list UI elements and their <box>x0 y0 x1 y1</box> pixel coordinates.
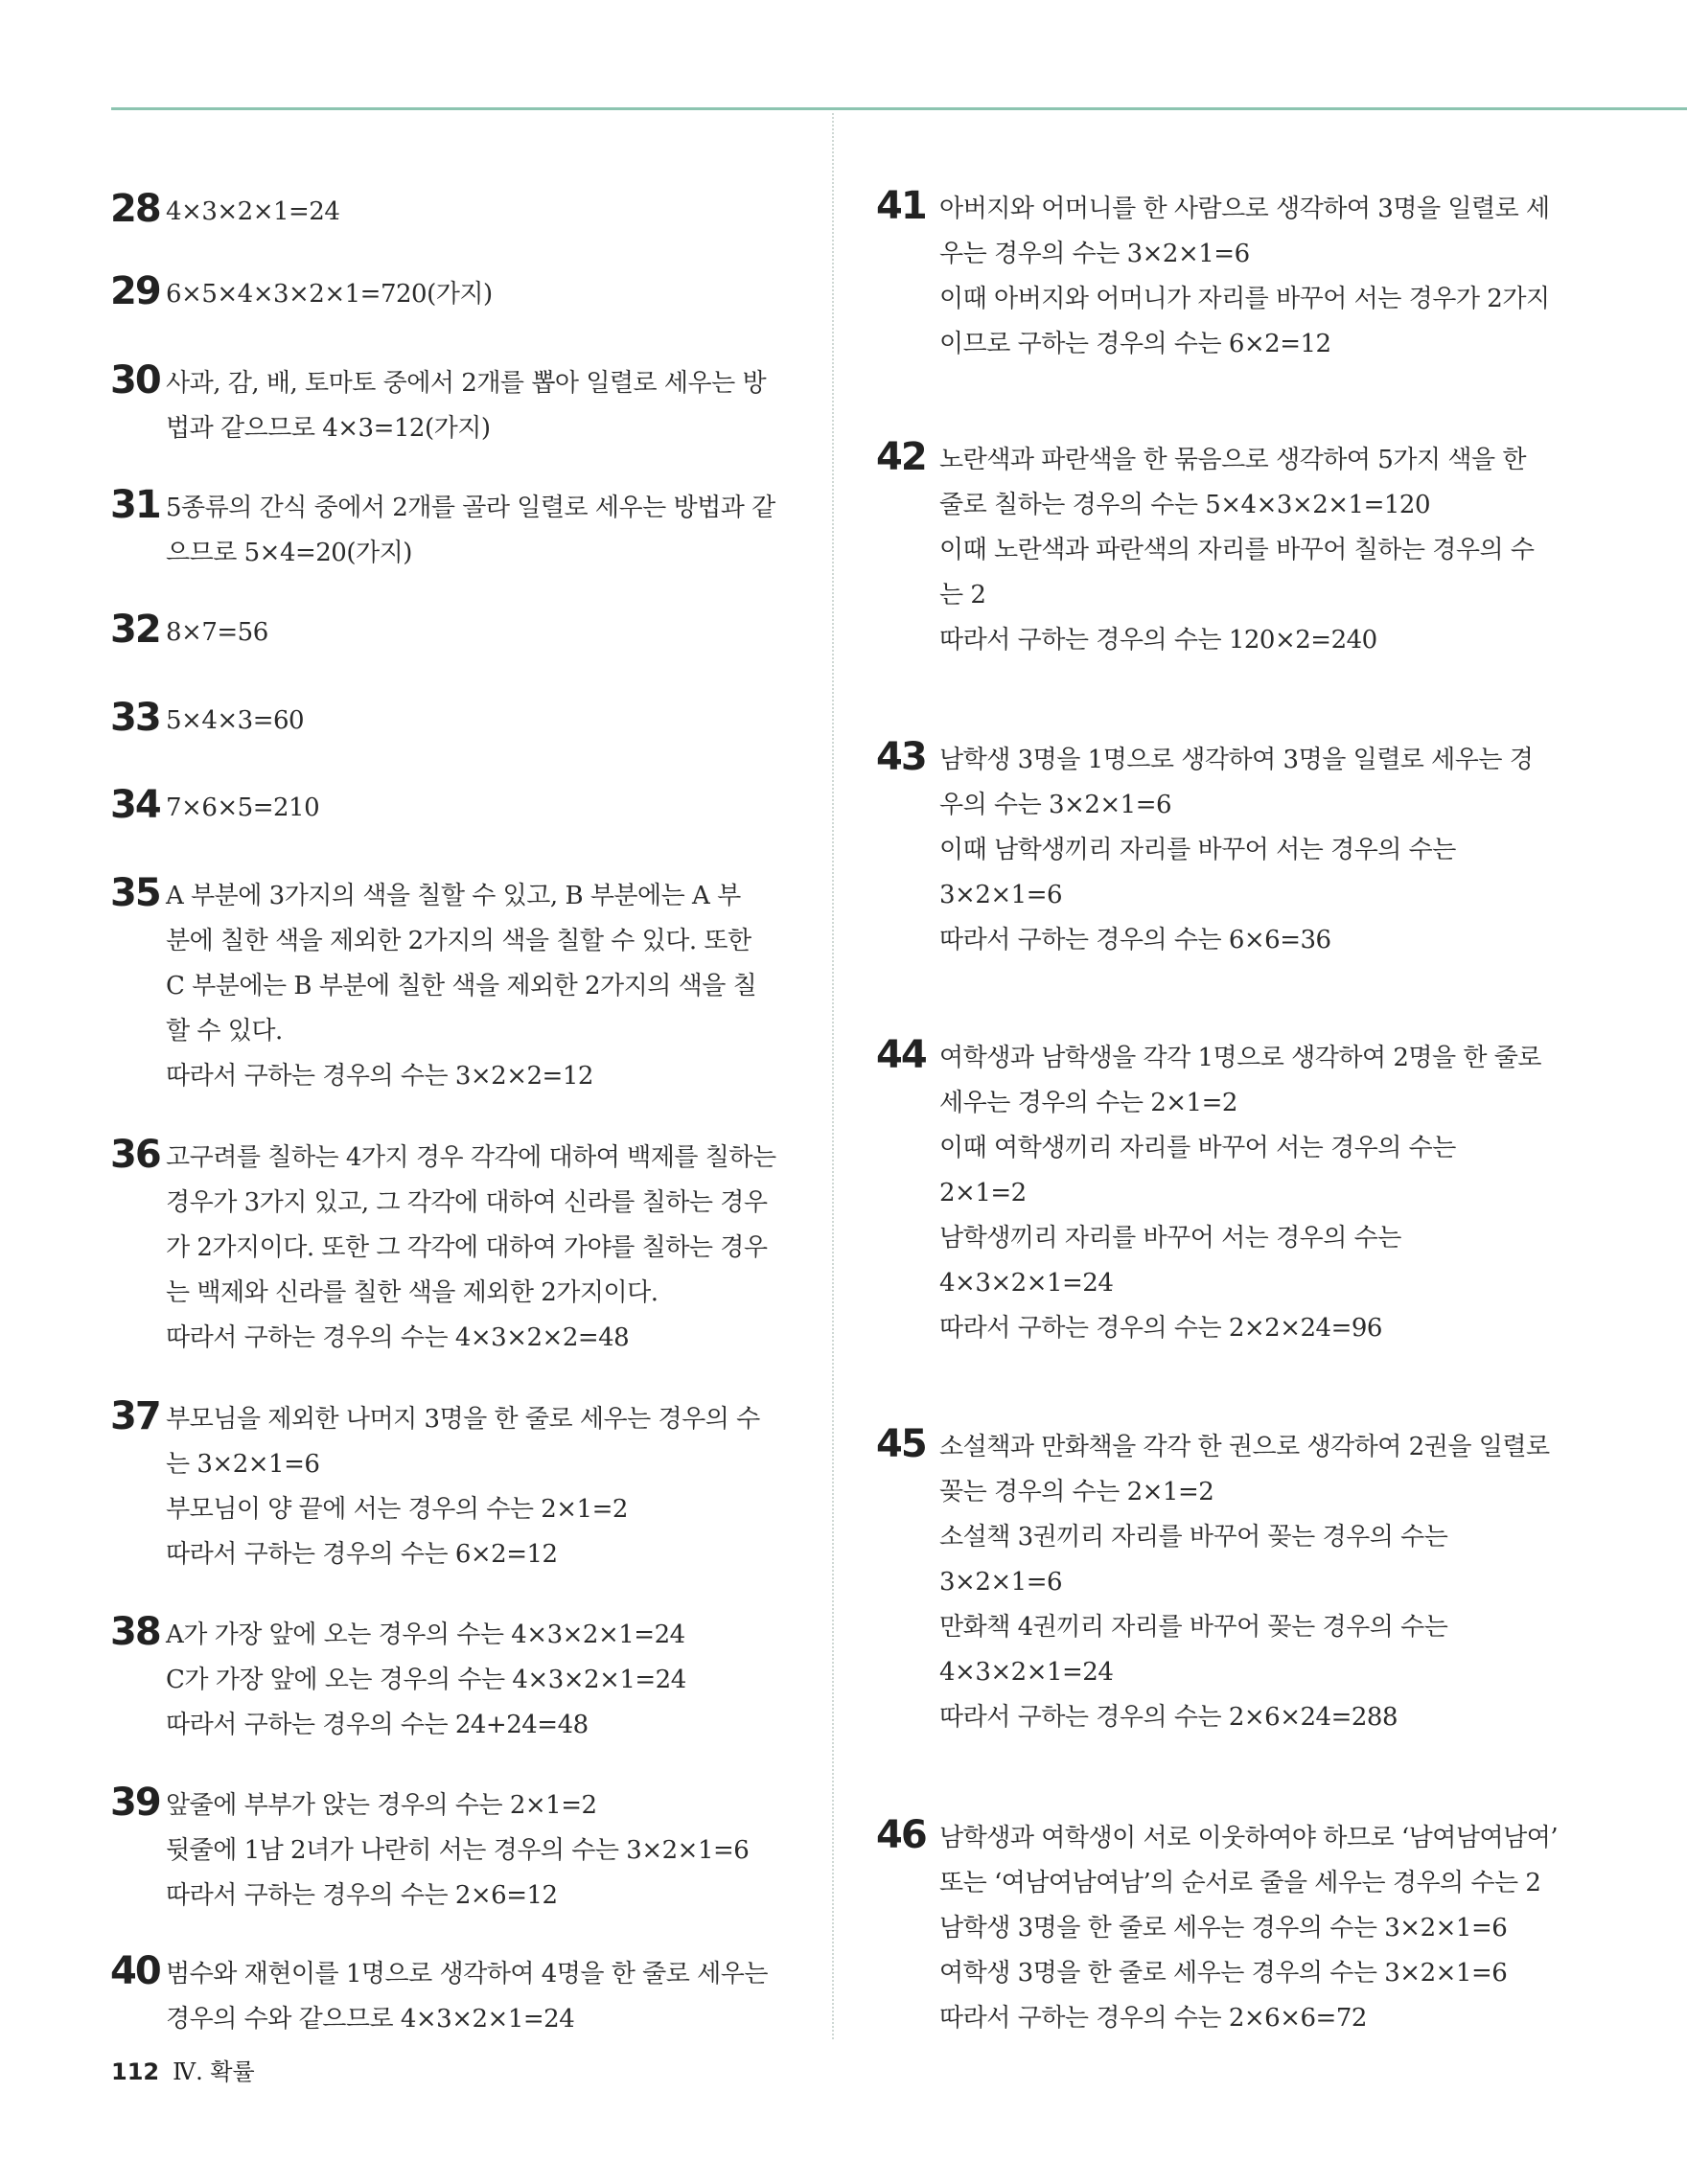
section-title: Ⅳ. 확률 <box>173 2058 255 2085</box>
solution-line: 부모님을 제외한 나머지 3명을 한 줄로 세우는 경우의 수 <box>166 1405 760 1434</box>
solution-line: 여학생과 남학생을 각각 1명으로 생각하여 2명을 한 줄로 <box>939 1044 1541 1072</box>
solution-line: C가 가장 앞에 오는 경우의 수는 4×3×2×1=24 <box>166 1666 686 1694</box>
problem-solution <box>166 1613 796 1748</box>
solution-line: 뒷줄에 1남 2녀가 나란히 서는 경우의 수는 3×2×1=6 <box>166 1836 750 1865</box>
solution-line: 아버지와 어머니를 한 사람으로 생각하여 3명을 일렬로 세 <box>939 195 1550 223</box>
problem-solution <box>166 361 796 451</box>
solution-line: 5종류의 간식 중에서 2개를 골라 일렬로 세우는 방법과 같 <box>166 494 775 522</box>
solution-line: 따라서 구하는 경우의 수는 6×2=12 <box>166 1540 558 1569</box>
problem-solution <box>166 786 796 831</box>
problem-solution <box>166 190 796 235</box>
problem-solution <box>166 486 796 576</box>
problem-46 <box>876 1813 1566 2041</box>
solution-line: 이므로 구하는 경우의 수는 6×2=12 <box>939 330 1331 358</box>
problem-39 <box>110 1783 796 1919</box>
solution-line: 이때 노란색과 파란색의 자리를 바꾸어 칠하는 경우의 수 <box>939 536 1535 564</box>
solution-line: 부모님이 양 끝에 서는 경우의 수는 2×1=2 <box>166 1495 628 1524</box>
problem-33 <box>110 696 796 744</box>
problem-number: 35 <box>110 871 160 915</box>
problem-number: 39 <box>110 1781 160 1825</box>
solution-line: 4×3×2×1=24 <box>166 197 340 226</box>
solution-line: 범수와 재현이를 1명으로 생각하여 4명을 한 줄로 세우는 <box>166 1960 768 1989</box>
solution-line: 여학생 3명을 한 줄로 세우는 경우의 수는 3×2×1=6 <box>939 1959 1508 1988</box>
problem-solution <box>939 187 1566 367</box>
problem-36 <box>110 1133 796 1361</box>
solution-line: 6×5×4×3×2×1=720(가지) <box>166 280 493 309</box>
problem-solution <box>939 438 1566 663</box>
solution-line: 세우는 경우의 수는 2×1=2 <box>939 1089 1237 1117</box>
solution-line: 경우의 수와 같으므로 4×3×2×1=24 <box>166 2005 575 2034</box>
solution-line: 4×3×2×1=24 <box>939 1269 1114 1298</box>
problem-42 <box>876 435 1566 663</box>
solution-line: 소설책과 만화책을 각각 한 권으로 생각하여 2권을 일렬로 <box>939 1433 1550 1461</box>
solution-line: C 부분에는 B 부분에 칠한 색을 제외한 2가지의 색을 칠 <box>166 972 757 1000</box>
problem-number: 34 <box>110 783 160 827</box>
problem-number: 37 <box>110 1394 160 1438</box>
solution-line: 앞줄에 부부가 앉는 경우의 수는 2×1=2 <box>166 1791 597 1820</box>
solution-line: 우의 수는 3×2×1=6 <box>939 791 1172 819</box>
problem-32 <box>110 610 796 655</box>
solution-line: 따라서 구하는 경우의 수는 4×3×2×2=48 <box>166 1323 630 1352</box>
solution-line: 2×1=2 <box>939 1179 1027 1207</box>
page-footer <box>111 2053 255 2086</box>
solution-line: 소설책 3권끼리 자리를 바꾸어 꽂는 경우의 수는 <box>939 1523 1448 1552</box>
solution-line: 는 3×2×1=6 <box>166 1450 320 1479</box>
problem-43 <box>876 735 1566 963</box>
problem-number: 30 <box>110 358 160 402</box>
solution-line: 만화책 4권끼리 자리를 바꾸어 꽂는 경우의 수는 <box>939 1613 1448 1642</box>
problem-number: 46 <box>876 1813 926 1857</box>
problem-45 <box>876 1422 1566 1740</box>
problem-solution <box>939 1816 1566 2041</box>
solution-line: 따라서 구하는 경우의 수는 24+24=48 <box>166 1711 589 1739</box>
problem-number: 38 <box>110 1610 160 1654</box>
solution-line: 7×6×5=210 <box>166 793 320 822</box>
problem-solution <box>939 1036 1566 1351</box>
problem-solution <box>166 272 796 317</box>
problem-40 <box>110 1949 796 2042</box>
problem-44 <box>876 1033 1566 1351</box>
problem-38 <box>110 1610 796 1748</box>
problem-solution <box>939 1425 1566 1740</box>
solution-line: 이때 남학생끼리 자리를 바꾸어 서는 경우의 수는 <box>939 836 1456 864</box>
solution-line: 따라서 구하는 경우의 수는 2×2×24=96 <box>939 1314 1382 1343</box>
solution-line: 따라서 구하는 경우의 수는 120×2=240 <box>939 626 1377 655</box>
problem-29 <box>110 269 796 317</box>
problem-number: 36 <box>110 1133 160 1177</box>
solution-line: 따라서 구하는 경우의 수는 2×6×6=72 <box>939 2004 1367 2033</box>
problem-solution <box>166 610 796 655</box>
problem-solution <box>166 1783 796 1919</box>
column-divider <box>832 113 834 2039</box>
problem-35 <box>110 871 796 1099</box>
solution-line: 우는 경우의 수는 3×2×1=6 <box>939 240 1250 268</box>
solution-line: 으므로 5×4=20(가지) <box>166 539 412 567</box>
solution-line: 따라서 구하는 경우의 수는 6×6=36 <box>939 926 1331 954</box>
problem-number: 43 <box>876 735 926 779</box>
solution-line: 할 수 있다. <box>166 1017 283 1046</box>
solution-line: 는 2 <box>939 581 986 609</box>
solution-line: 꽂는 경우의 수는 2×1=2 <box>939 1478 1214 1506</box>
page-number: 112 <box>111 2058 160 2085</box>
problem-number: 41 <box>876 184 926 228</box>
solution-line: 4×3×2×1=24 <box>939 1658 1114 1687</box>
problem-solution <box>166 1952 796 2042</box>
solution-line: 남학생과 여학생이 서로 이웃하여야 하므로 ‘남여남여남여’ <box>939 1824 1559 1852</box>
problem-number: 31 <box>110 483 160 527</box>
solution-line: 사과, 감, 배, 토마토 중에서 2개를 뽑아 일렬로 세우는 방 <box>166 369 767 398</box>
solution-line: 8×7=56 <box>166 618 268 647</box>
solution-line: 경우가 3가지 있고, 그 각각에 대하여 신라를 칠하는 경우 <box>166 1188 768 1217</box>
solution-line: 이때 여학생끼리 자리를 바꾸어 서는 경우의 수는 <box>939 1134 1456 1162</box>
solution-line: 줄로 칠하는 경우의 수는 5×4×3×2×1=120 <box>939 491 1430 519</box>
solution-line: 또는 ‘여남여남여남’의 순서로 줄을 세우는 경우의 수는 2 <box>939 1869 1541 1897</box>
solution-line: A 부분에 3가지의 색을 칠할 수 있고, B 부분에는 A 부 <box>166 882 741 910</box>
solution-line: A가 가장 앞에 오는 경우의 수는 4×3×2×1=24 <box>166 1621 685 1649</box>
problem-28 <box>110 187 796 235</box>
solution-line: 고구려를 칠하는 4가지 경우 각각에 대하여 백제를 칠하는 <box>166 1143 776 1172</box>
solution-line: 남학생 3명을 1명으로 생각하여 3명을 일렬로 세우는 경 <box>939 746 1534 774</box>
solution-line: 이때 아버지와 어머니가 자리를 바꾸어 서는 경우가 2가지 <box>939 285 1550 313</box>
solution-line: 는 백제와 신라를 칠한 색을 제외한 2가지이다. <box>166 1278 659 1307</box>
problem-41 <box>876 184 1566 367</box>
solution-line: 3×2×1=6 <box>939 1568 1063 1597</box>
problem-number: 32 <box>110 608 160 652</box>
solution-line: 3×2×1=6 <box>939 881 1063 909</box>
solution-line: 법과 같으므로 4×3=12(가지) <box>166 414 491 443</box>
problem-number: 44 <box>876 1033 926 1077</box>
problem-solution <box>166 1397 796 1577</box>
top-rule <box>111 107 1687 110</box>
problem-30 <box>110 358 796 451</box>
solution-line: 따라서 구하는 경우의 수는 3×2×2=12 <box>166 1062 593 1091</box>
problem-number: 42 <box>876 435 926 479</box>
problem-number: 33 <box>110 696 160 740</box>
problem-31 <box>110 483 796 576</box>
problem-solution <box>166 1136 796 1361</box>
solution-line: 남학생 3명을 한 줄로 세우는 경우의 수는 3×2×1=6 <box>939 1914 1508 1943</box>
problem-solution <box>939 738 1566 963</box>
solution-line: 따라서 구하는 경우의 수는 2×6×24=288 <box>939 1703 1398 1732</box>
problem-number: 29 <box>110 269 160 313</box>
problem-solution <box>166 874 796 1099</box>
problem-34 <box>110 783 796 831</box>
solution-line: 남학생끼리 자리를 바꾸어 서는 경우의 수는 <box>939 1224 1401 1253</box>
solution-line: 따라서 구하는 경우의 수는 2×6=12 <box>166 1881 558 1910</box>
problem-37 <box>110 1394 796 1577</box>
problem-number: 45 <box>876 1422 926 1466</box>
problem-number: 28 <box>110 187 160 231</box>
solution-line: 분에 칠한 색을 제외한 2가지의 색을 칠할 수 있다. 또한 <box>166 927 751 955</box>
problem-solution <box>166 699 796 744</box>
solution-line: 5×4×3=60 <box>166 706 305 735</box>
problem-number: 40 <box>110 1949 160 1993</box>
solution-line: 노란색과 파란색을 한 묶음으로 생각하여 5가지 색을 한 <box>939 446 1526 474</box>
solution-line: 가 2가지이다. 또한 그 각각에 대하여 가야를 칠하는 경우 <box>166 1233 768 1262</box>
